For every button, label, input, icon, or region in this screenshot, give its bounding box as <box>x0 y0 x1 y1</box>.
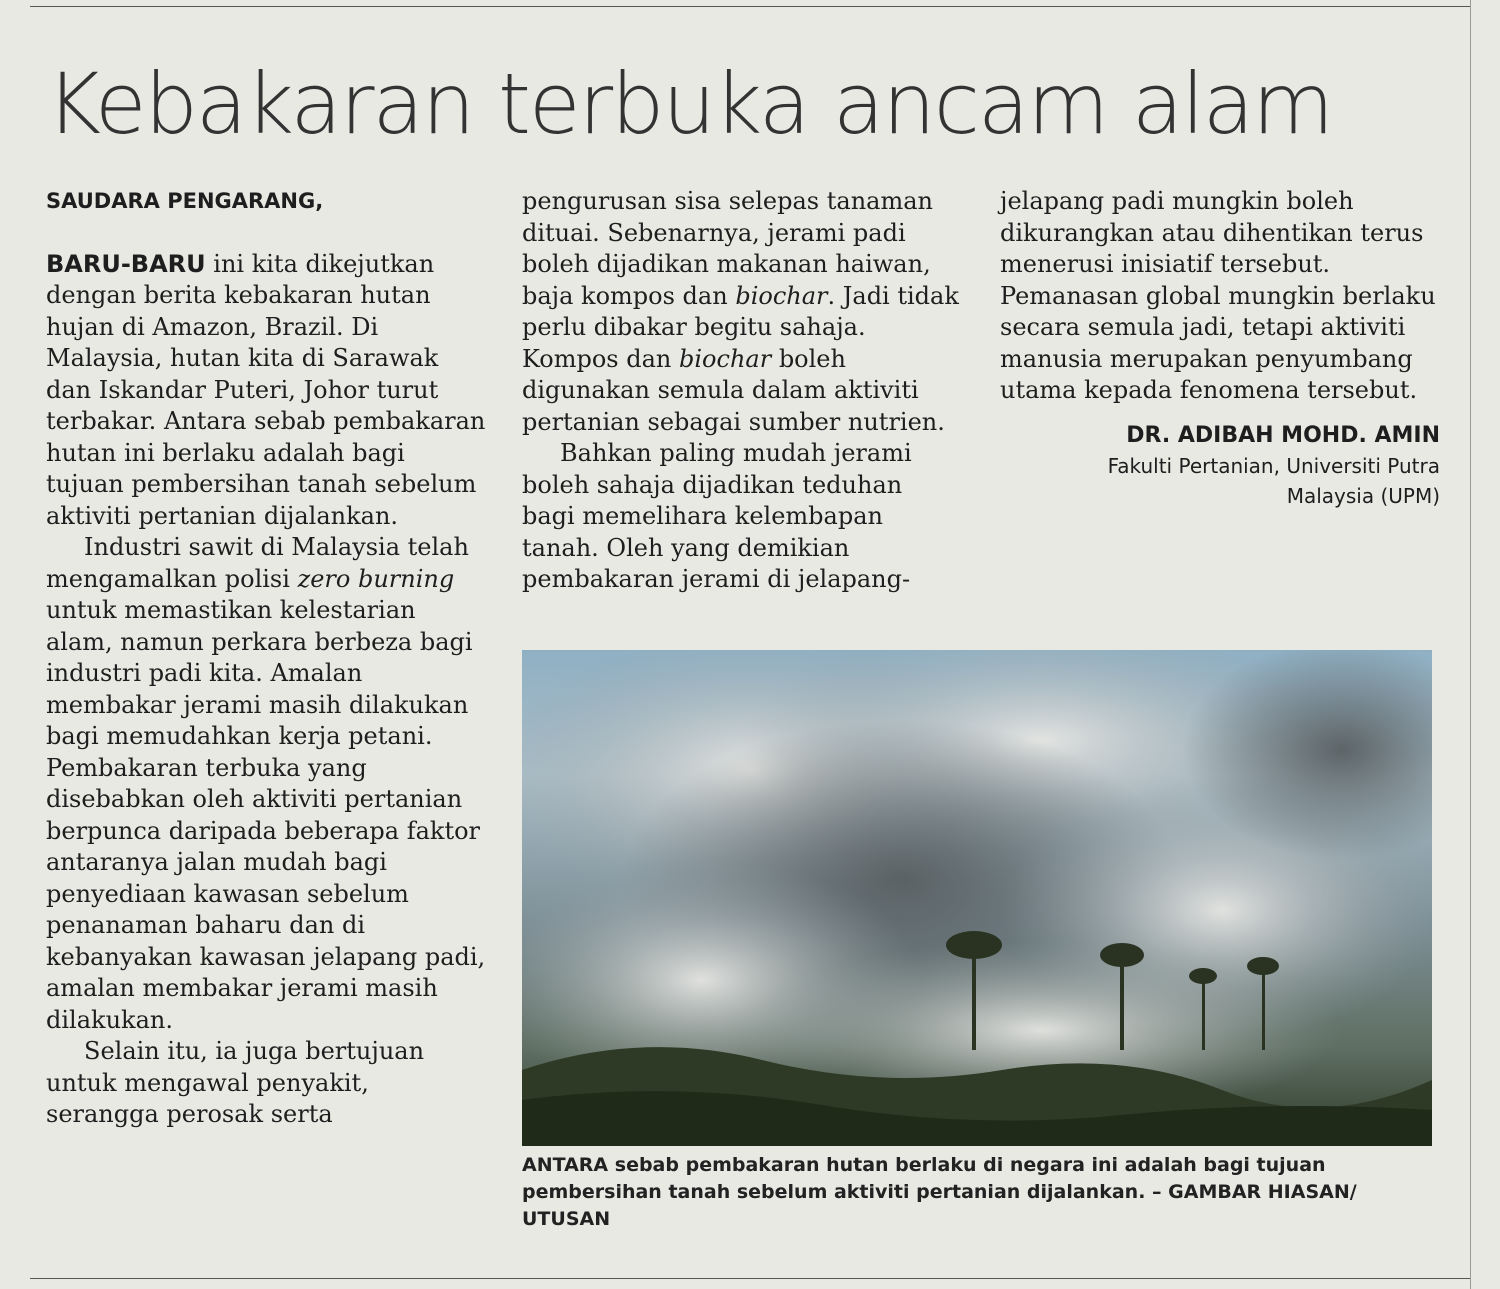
bottom-rule <box>30 1278 1470 1279</box>
paragraph-2-text-b: untuk memastikan kelestarian alam, namun perkara berbeza bagi industri padi kita. Amalan membakar jerami masih dilakukan bagi memudahkan kerja petani. Pembakaran terbuka yang disebabkan oleh aktiviti pertanian berpunca daripada beberapa faktor antaranya jalan mudah bagi penyediaan kawasan sebelum penanaman baharu dan di kebanyakan kawasan jelapang padi, amalan membakar jerami masih dilakukan. <box>46 596 486 1034</box>
column-3 <box>1000 186 1440 511</box>
signature-name: DR. ADIBAH MOHD. AMIN <box>1126 422 1440 448</box>
salutation: SAUDARA PENGARANG, <box>46 189 324 213</box>
paragraph-2-text-a: Industri sawit di Malaysia telah mengamalkan polisi <box>46 533 469 593</box>
paragraph-6: jelapang padi mungkin boleh dikurangkan atau dihentikan terus menerusi inisiatif tersebut. Pemanasan global mungkin berlaku secara semula jadi, tetapi aktiviti manusia merupakan penyumbang utama kepada fenomena tersebut. <box>1000 187 1436 404</box>
column-2 <box>522 186 962 596</box>
paragraph-3: Selain itu, ia juga bertujuan untuk mengawal penyakit, serangga perosak serta <box>46 1037 425 1128</box>
paragraph-4-text-a: pengurusan sisa selepas tanaman dituai. Sebenarnya, jerami padi boleh dijadikan makanan haiwan, baja kompos dan <box>522 187 933 310</box>
paragraph-2 <box>46 532 486 1036</box>
page-edge-rule <box>1470 0 1471 1289</box>
paragraph-1 <box>46 249 486 533</box>
paragraph-2-italic: zero burning <box>297 564 455 593</box>
paragraph-5: Bahkan paling mudah jerami boleh sahaja dijadikan teduhan bagi memelihara kelembapan tanah. Oleh yang demikian pembakaran jerami di jelapang- <box>522 439 912 593</box>
forest-fire-photo <box>522 650 1432 1146</box>
smoke-illustration <box>522 650 1432 1146</box>
signature-affiliation: Fakulti Pertanian, Universiti Putra Malaysia (UPM) <box>1107 453 1440 508</box>
italic-biochar-1: biochar <box>735 281 828 310</box>
paragraph-4-text-b: . Jadi tidak perlu dibakar begitu sahaja. Kompos dan <box>522 281 959 373</box>
column-1 <box>46 186 486 1131</box>
paragraph-4 <box>522 186 962 438</box>
photo-caption <box>522 1152 1422 1233</box>
paragraph-4-text-c: boleh digunakan semula dalam aktiviti pertanian sebagai sumber nutrien. <box>522 344 945 436</box>
article-headline: Kebakaran terbuka ancam alam <box>46 55 1333 153</box>
caption-text: sebab pembakaran hutan berlaku di negara ini adalah bagi tujuan pembersihan tanah sebelum aktiviti pertanian dijalankan. – GAMBAR HIASAN/ UTUSAN <box>522 1154 1357 1230</box>
caption-lead: ANTARA <box>522 1154 609 1176</box>
lead-word: BARU-BARU <box>46 249 206 278</box>
italic-biochar-2: biochar <box>679 344 772 373</box>
paragraph-1-text: ini kita dikejutkan dengan berita kebakaran hutan hujan di Amazon, Brazil. Di Malaysia, hutan kita di Sarawak dan Iskandar Puteri, Johor turut terbakar. Antara sebab pembakaran hutan ini berlaku adalah bagi tujuan pembersihan tanah sebelum aktiviti pertanian dijalankan. <box>46 249 486 530</box>
top-rule <box>30 6 1470 7</box>
